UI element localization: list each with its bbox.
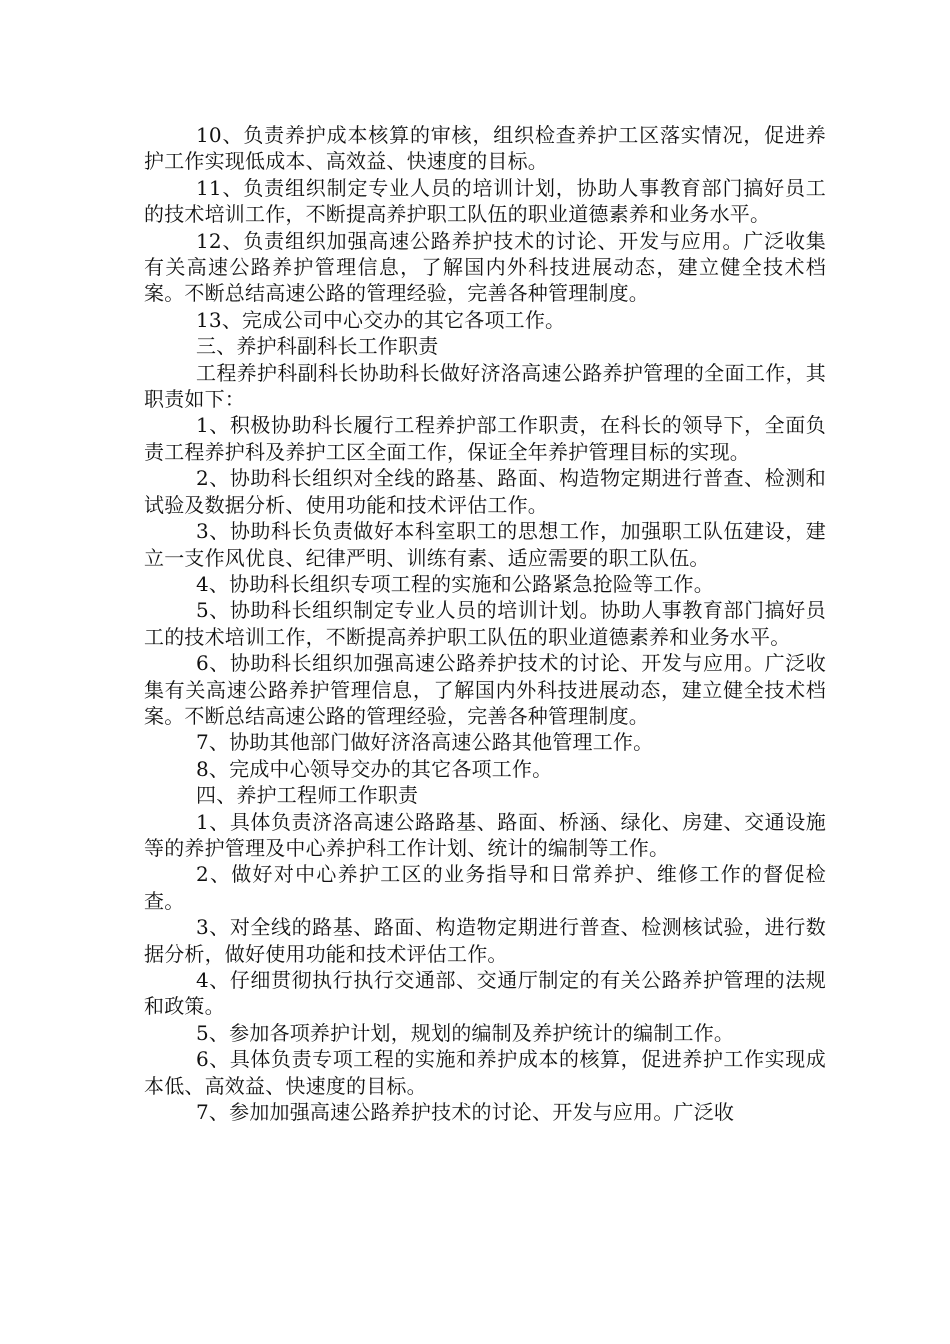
deputy-duty-2: 2、协助科长组织对全线的路基、路面、构造物定期进行普查、检测和试验及数据分析、使用功能和技术评估工作。 [144,466,826,517]
document-page [144,122,826,1125]
deputy-duty-5: 5、协助科长组织制定专业人员的培训计划。协助人事教育部门搞好员工的技术培训工作，不断提高养护职工队伍的职业道德素养和业务水平。 [144,598,826,649]
deputy-duty-3: 3、协助科长负责做好本科室职工的思想工作，加强职工队伍建设，建立一支作风优良、纪律严明、训练有素、适应需要的职工队伍。 [144,519,826,570]
section-intro-deputy-chief: 工程养护科副科长协助科长做好济洛高速公路养护管理的全面工作，其职责如下： [144,360,826,412]
deputy-duty-6: 6、协助科长组织加强高速公路养护技术的讨论、开发与应用。广泛收集有关高速公路养护管理信息，了解国内外科技进展动态，建立健全技术档案。不断总结高速公路的管理经验，完善各种管理制度。 [144,651,826,728]
deputy-duty-1: 1、积极协助科长履行工程养护部工作职责，在科长的领导下，全面负责工程养护科及养护工区全面工作，保证全年养护管理目标的实现。 [144,413,826,464]
section-heading-engineer: 四、养护工程师工作职责 [196,783,419,808]
engineer-duty-4: 4、仔细贯彻执行执行交通部、交通厅制定的有关公路养护管理的法规和政策。 [144,968,826,1019]
engineer-duty-5: 5、参加各项养护计划，规划的编制及养护统计的编制工作。 [196,1020,735,1045]
engineer-duty-1: 1、具体负责济洛高速公路路基、路面、桥涵、绿化、房建、交通设施等的养护管理及中心养护科工作计划、统计的编制等工作。 [144,809,826,860]
deputy-duty-8: 8、完成中心领导交办的其它各项工作。 [196,756,553,781]
paragraph-item-13: 13、完成公司中心交办的其它各项工作。 [196,307,566,332]
paragraph-item-10: 10、负责养护成本核算的审核，组织检查养护工区落实情况，促进养护工作实现低成本、高效益、快速度的目标。 [144,123,826,174]
section-heading-deputy-chief: 三、养护科副科长工作职责 [196,334,439,359]
paragraph-item-12: 12、负责组织加强高速公路养护技术的讨论、开发与应用。广泛收集有关高速公路养护管理信息，了解国内外科技进展动态，建立健全技术档案。不断总结高速公路的管理经验，完善各种管理制度。 [144,228,826,306]
engineer-duty-7: 7、参加加强高速公路养护技术的讨论、开发与应用。广泛收 [196,1100,735,1125]
engineer-duty-3: 3、对全线的路基、路面、构造物定期进行普查、检测核试验，进行数据分析，做好使用功能和技术评估工作。 [144,915,826,966]
paragraph-item-11: 11、负责组织制定专业人员的培训计划，协助人事教育部门搞好员工的技术培训工作，不断提高养护职工队伍的职业道德素养和业务水平。 [144,175,826,227]
engineer-duty-6: 6、具体负责专项工程的实施和养护成本的核算，促进养护工作实现成本低、高效益、快速度的目标。 [144,1047,826,1098]
engineer-duty-2: 2、做好对中心养护工区的业务指导和日常养护、维修工作的督促检查。 [144,862,826,913]
deputy-duty-4: 4、协助科长组织专项工程的实施和公路紧急抢险等工作。 [196,571,714,596]
deputy-duty-7: 7、协助其他部门做好济洛高速公路其他管理工作。 [196,730,654,755]
